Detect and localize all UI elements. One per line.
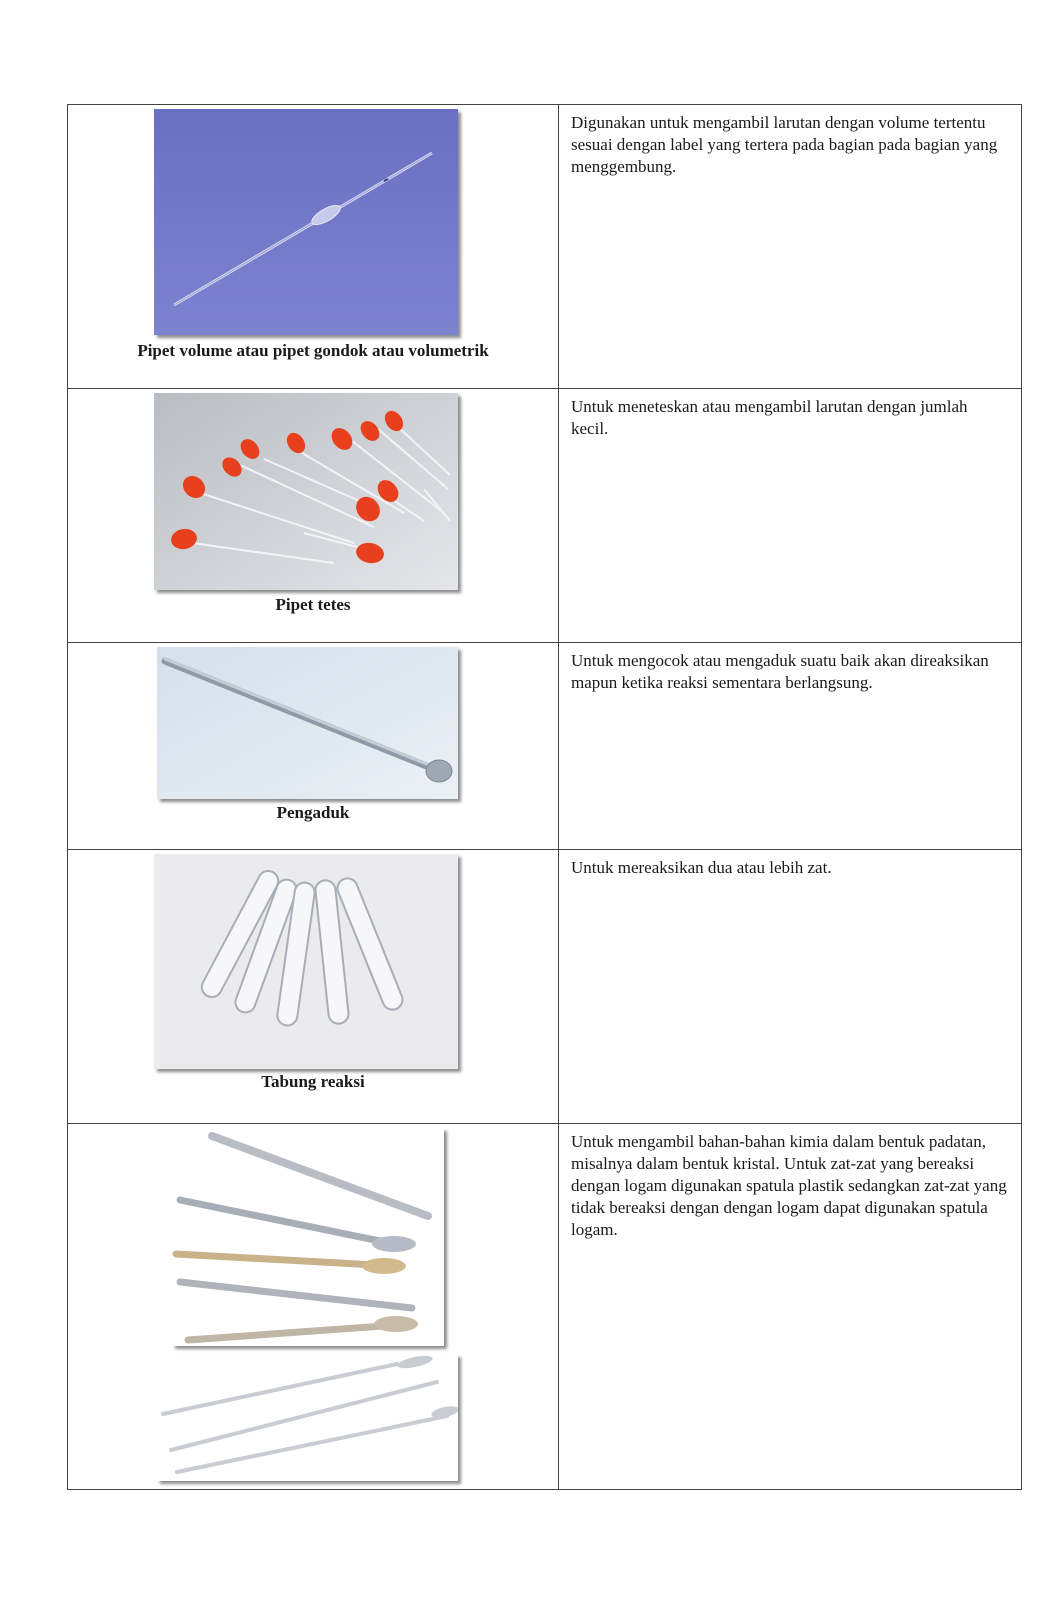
- table-row: [68, 105, 1022, 389]
- item-description: Digunakan untuk mengambil larutan dengan volume tertentu sesuai dengan label yang tertera pada bagian pada bagian yang menggembung.: [571, 113, 998, 176]
- dropper-pipettes-photo: [154, 393, 458, 590]
- image-cell: [68, 1124, 559, 1490]
- equipment-table: [67, 104, 1022, 1490]
- test-tubes-photo: [154, 854, 458, 1069]
- spatula-photo: [157, 1354, 458, 1481]
- item-description: Untuk mengocok atau mengaduk suatu baik akan direaksikan mapun ketika reaksi sementara berlangsung.: [571, 651, 989, 692]
- volumetric-pipette-photo: [154, 109, 458, 335]
- item-name: Pipet tetes: [275, 595, 351, 614]
- description-cell: [559, 643, 1022, 850]
- item-description: Untuk mereaksikan dua atau lebih zat.: [571, 858, 832, 877]
- image-cell: [68, 105, 559, 389]
- item-name: Pengaduk: [276, 803, 350, 822]
- description-cell: [559, 850, 1022, 1124]
- stirring-rod-photo: [157, 647, 458, 799]
- item-description: Untuk meneteskan atau mengambil larutan dengan jumlah kecil.: [571, 397, 968, 438]
- table-row: [68, 850, 1022, 1124]
- description-cell: [559, 389, 1022, 643]
- table-row: [68, 643, 1022, 850]
- image-cell: [68, 850, 559, 1124]
- spatula-photo: [172, 1128, 444, 1346]
- item-name: Pipet volume atau pipet gondok atau volumetrik: [137, 341, 489, 360]
- image-cell: [68, 389, 559, 643]
- item-description: Untuk mengambil bahan-bahan kimia dalam bentuk padatan, misalnya dalam bentuk kristal. Untuk zat-zat yang bereaksi dengan logam digunakan spatula plastik sedangkan zat-zat yang tidak bereaksi dengan dengan logam dapat digunakan spatula logam.: [571, 1132, 1007, 1239]
- description-cell: [559, 1124, 1022, 1490]
- table-row: [68, 389, 1022, 643]
- description-cell: [559, 105, 1022, 389]
- image-cell: [68, 643, 559, 850]
- table-row: [68, 1124, 1022, 1490]
- item-name: Tabung reaksi: [261, 1072, 365, 1091]
